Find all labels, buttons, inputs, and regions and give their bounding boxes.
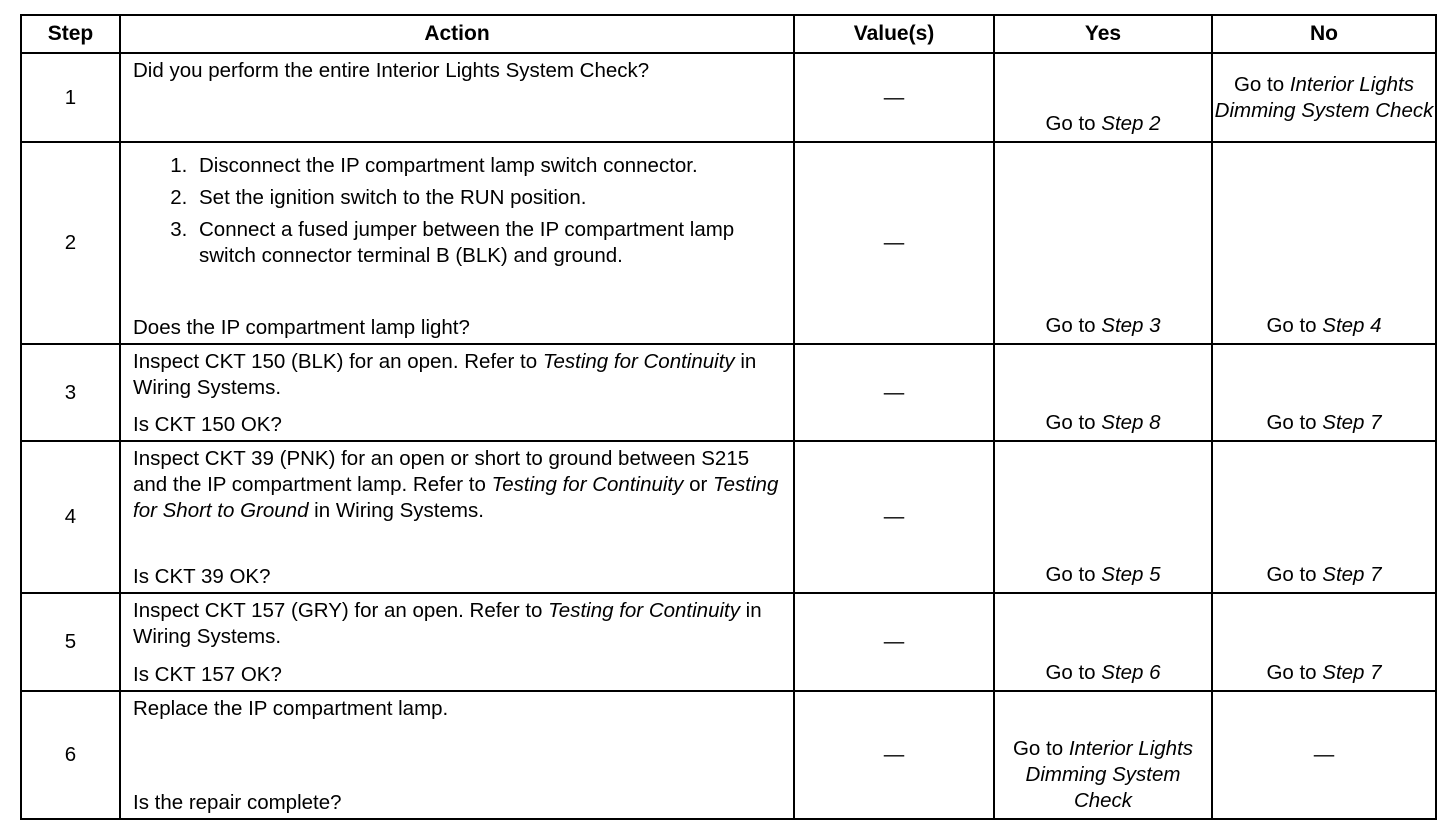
reference-link[interactable]: Testing for Continuity: [491, 473, 684, 496]
yes-cell: [994, 441, 1212, 593]
yes-prefix: Go to: [1045, 411, 1102, 434]
yes-link[interactable]: Step 3: [1101, 314, 1161, 337]
action-text: [133, 349, 785, 401]
header-row: [21, 15, 1436, 53]
no-cell: [1212, 441, 1436, 593]
table-row: [21, 441, 1436, 593]
no-link[interactable]: Step 7: [1322, 661, 1382, 684]
diagnostic-table: [20, 14, 1437, 820]
reference-link[interactable]: Testing for Continuity: [542, 350, 735, 373]
action-question: Is the repair complete?: [133, 791, 342, 814]
no-link[interactable]: Step 7: [1322, 411, 1382, 434]
action-cell: [120, 691, 794, 819]
reference-link[interactable]: Testing for Continuity: [548, 599, 740, 622]
yes-cell: [994, 344, 1212, 441]
action-question: Does the IP compartment lamp light?: [133, 316, 470, 339]
yes-cell: [994, 53, 1212, 142]
substep-item: 2. Set the ignition switch to the RUN position.: [193, 185, 785, 211]
action-cell: [120, 441, 794, 593]
yes-cell: [994, 691, 1212, 819]
table-row: [21, 344, 1436, 441]
no-prefix: Go to: [1266, 314, 1323, 337]
action-text-part: in Wiring Systems.: [133, 599, 762, 648]
action-text: Did you perform the entire Interior Lights System Check?: [133, 59, 650, 82]
action-question: Is CKT 39 OK?: [133, 565, 271, 588]
action-text-part: in Wiring Systems.: [308, 499, 484, 522]
action-text: Replace the IP compartment lamp.: [133, 697, 449, 720]
step-number: 5: [21, 593, 120, 691]
header-action: Action: [120, 15, 794, 53]
step-number: 4: [21, 441, 120, 593]
action-question: Is CKT 150 OK?: [133, 413, 282, 436]
yes-cell: [994, 593, 1212, 691]
yes-cell: [994, 142, 1212, 344]
action-cell: [120, 344, 794, 441]
no-cell: [1212, 53, 1436, 142]
yes-prefix: Go to: [1045, 314, 1102, 337]
step-number: 6: [21, 691, 120, 819]
yes-prefix: Go to: [1045, 112, 1102, 135]
header-yes: Yes: [994, 15, 1212, 53]
yes-prefix: Go to: [1012, 737, 1069, 760]
value-cell: —: [794, 593, 994, 691]
no-cell: —: [1212, 691, 1436, 819]
no-prefix: Go to: [1266, 661, 1323, 684]
action-cell: [120, 142, 794, 344]
value-cell: —: [794, 691, 994, 819]
header-no: No: [1212, 15, 1436, 53]
no-cell: [1212, 142, 1436, 344]
yes-link[interactable]: Step 5: [1101, 563, 1161, 586]
no-link[interactable]: Step 7: [1322, 563, 1382, 586]
action-text-part: or: [683, 473, 714, 496]
step-number: 3: [21, 344, 120, 441]
action-cell: [120, 593, 794, 691]
no-prefix: Go to: [1233, 72, 1290, 96]
no-cell: [1212, 344, 1436, 441]
action-text: [133, 446, 785, 524]
value-cell: —: [794, 53, 994, 142]
action-cell: [120, 53, 794, 142]
no-cell: [1212, 593, 1436, 691]
yes-link[interactable]: Interior Lights Dimming System Check: [1025, 737, 1194, 812]
action-text-part: Inspect CKT 39 (PNK) for an open or short to ground between S215 and the IP compartment lamp. Refer to: [133, 447, 750, 496]
yes-link[interactable]: Step 2: [1101, 112, 1161, 135]
action-text-part: Inspect CKT 157 (GRY) for an open. Refer to: [133, 599, 549, 622]
action-text-part: Inspect CKT 150 (BLK) for an open. Refer to: [133, 350, 543, 373]
header-values: Value(s): [794, 15, 994, 53]
table-row: [21, 593, 1436, 691]
substep-list: [133, 153, 785, 275]
yes-prefix: Go to: [1045, 661, 1102, 684]
table-row: [21, 142, 1436, 344]
no-prefix: Go to: [1266, 411, 1323, 434]
no-link[interactable]: Step 4: [1322, 314, 1382, 337]
action-text: [133, 598, 785, 650]
no-prefix: Go to: [1266, 563, 1323, 586]
step-number: 2: [21, 142, 120, 344]
yes-prefix: Go to: [1045, 563, 1102, 586]
action-text-part: in Wiring Systems.: [133, 350, 757, 399]
no-link[interactable]: Interior Lights Dimming System Check: [1214, 72, 1434, 122]
table-row: [21, 691, 1436, 819]
action-question: Is CKT 157 OK?: [133, 663, 282, 686]
table-row: [21, 53, 1436, 142]
yes-link[interactable]: Step 6: [1101, 661, 1161, 684]
yes-link[interactable]: Step 8: [1101, 411, 1161, 434]
substep-item: 1. Disconnect the IP compartment lamp switch connector.: [193, 153, 785, 179]
header-step: Step: [21, 15, 120, 53]
step-number: 1: [21, 53, 120, 142]
value-cell: —: [794, 142, 994, 344]
substep-item: 3. Connect a fused jumper between the IP compartment lamp switch connector terminal B (BLK) and ground.: [193, 217, 785, 269]
value-cell: —: [794, 441, 994, 593]
value-cell: —: [794, 344, 994, 441]
reference-link[interactable]: Testing for Short to Ground: [133, 473, 779, 522]
